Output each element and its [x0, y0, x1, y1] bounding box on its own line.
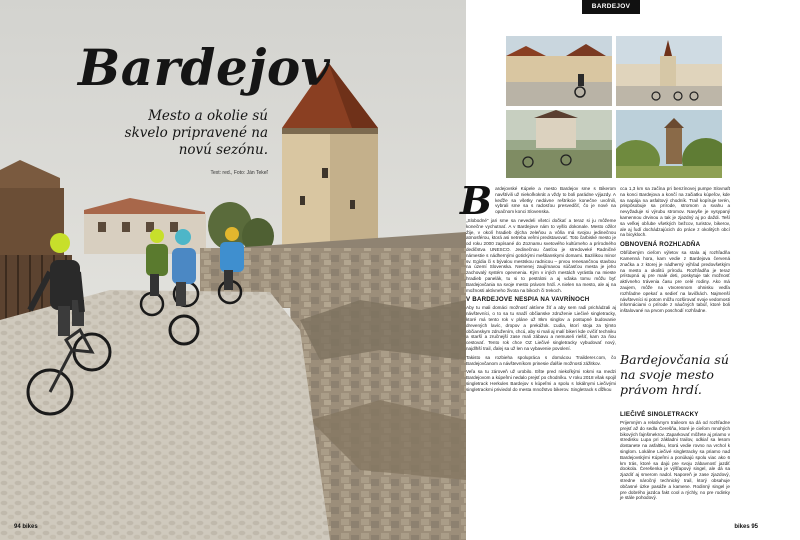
paragraph: Aby tu mali domáci možnosť aktívne žiť a aby sem radi prichádzali aj návštevníci, o to sa tu snaží občianske združenie Liečivé singletracky, ktoré má tento rok v pláne už 8km singlov a postupné budovanie drevených lavíc, dropov a prekážok. Ľudia, ktorí stoja za týmto občianskym združením, chcú, aby si mali aj malí bikeri kde cvičiť techniku a starší a zručnejší zase mali zábavu a nemuseli riešiť, kam za ňou cestovať. Tento rok chce OZ Liečivé singletracky vybudovať nový, najdlhší trail, ďalej sa už len na vybavenie povolení.: [466, 305, 616, 351]
photo-lookout-tower: [616, 110, 722, 178]
paragraph: „Slobodné“ jari sme sa nevedeli všetci dočkať a teraz si ju môžeme konečne vychutnať. A v Bardejove nám to vyšlo dokonale. Mesto ožilo! Žije, v okolí hradieb dýcha zeleňou a vôňa má svojou jedinečnou atmosférou, ktorá asi netreba veľmi predstavovať. Toto čarbiské mesto je od roku 2000 zapísané do Zoznamu svetového kultúrneho a prírodného dedičstva UNESCO. Jedinečnou časťou je stredoveké Radničné námestie s nádhernými gotickými meštianskymi domami. Bazilikou minor sv. Egídia či s bývalou mestskou radnicou – prvou renesančnou stavbou na území Slovenska. Nemenej zaujímavou súčasťou mesta je jeho zachovalý systém opevnenia. Kým v iných mestách vyrástla na mieste hradieb panelák, tu si to pestrátni a aj vďaka tomu môžu byť Bardejovčania na svoje mesto právom hrdí. A nielen na mesto, ale aj na možnosti aktívneho života na bikoch či trekoch.: [466, 217, 616, 293]
intro-paragraph: [460, 178, 616, 223]
heading-vavrinoch: V BARDEJOVE NESPIA NA VAVRÍNOCH: [466, 296, 590, 304]
heading-singletracky: LIEČIVÉ SINGLETRACKY: [620, 411, 699, 418]
page-number-right: bikes 95: [734, 524, 758, 530]
paragraph: Obľúbeným cieľom výletov sa stala aj rozhľadňa Kamenná hora, kam vedie z Bardejova červená značka a z ktorej je nádherný výhľad predovšetkým na mesto a okolitú prírodu. Rozhľadňa je teraz prístupná aj pre malé deti, poskytuje tak možnosť aktívneho trávenia času pre celé rodiny. Ako má zaujem, môže na vtvorennom ohnisku vedľa rozhľadne opekať a sedieť na lavičkách. Najmenší návštevníci si potom môžu rozširovať svoje vedomosti informáciami o prírode z náučných tabúľ, ktoré boli inštalované na prvom poschodí rozhľadne.: [620, 250, 730, 314]
paragraph: Veľa sa tu zároveň už urobilo. Ešte pred niekoľkými rokmi sa medzi Bardejovom a kúpeľmi nedalo prejsť po chodníku. V roku 2018 však spojil singletrack Herkules Bardejov s kúpeľmi a spolu s lokálnymi Liečivými singletrackmi priviedol do mesta množstvo bikerov. Singletrack s dĺžkou: [466, 369, 616, 392]
section-tab: BARDEJOV: [582, 0, 640, 14]
article-subtitle: Mesto a okolie sú skvelo pripravené na novú sezónu.: [124, 108, 268, 158]
pull-quote: Bardejovčania sú na svoje mesto právom hrdí.: [620, 352, 729, 397]
paragraph: Takisto sa rozbieha spolupráca s domácou Trailderer.com, čo Bardejovčanom a návštevníkom prinesie ďalšie možnosti zážitkov.: [466, 354, 616, 366]
article-column-1: [460, 178, 616, 396]
article-column-3: [620, 408, 730, 504]
paragraph: Prijemným a relatívnym traileom sa dá od rozhľadne prejsť až do sedla Čerešňa, ktoré je cieľom mnohých bikových fajnšmekrov. Zaparkovať môžete aj priamo v stredisku Lupa pri základni trailov, odkiaľ sa lesom dostanete na asfaltku, ktorá vedie rovno na vrchol k singlom. Lokálne Liečivé singletracky sa priamo nad Bardejovskými Kúpeľmi a ponúkajú spolu viac ako 6 km trás, ktoré sa dajú pre svoju zábavnosť jazdiť dookola. Čerešenka je výšľapový singel, ale dá sa zjazdiť aj smerom nadol. Naporeň je zase zjazdový, stredne náročný technický trail, ktorý obsahuje občasné úzke pasáže a kamene. Rodinný singel je pre dobrého jazdca fakt cool a rýchly, no pre rodinky je stále pohodový.: [620, 420, 730, 501]
page-number-left: 94 bikes: [14, 524, 38, 530]
paragraph: cca 1,3 km sa začína pri benzínovej pumpe Slovnaft na konci Bardejova a končí na začiatku kúpeľov, kde sa napája na asfaltový chodník. Trail kopíruje terén, prispôsobuje sa prírode, stromom a svahu a nevyžaduje si výrubu stromov. Navyše je vysypaný kamennou drvinou a tak je zjazdný aj po daždi. Teší sa veľkej obľube všetkých bežcov, turistov, bikerov, ale aj ľudí dochádzajúcich do práce z okolitých obcí na bicykloch.: [620, 186, 730, 238]
photo-town-square: [506, 36, 612, 106]
article-title: Bardejov: [78, 38, 331, 97]
right-page: [460, 0, 800, 540]
intro-text: ardejovské Kúpele a mesto Bardejov sme s Bikerom navštívili už niekoľkokrát a vždy to boli parádne výjazdy. A keďže sa všetky nedávne reštrikcie konečne uvoľnili, vybrali sme sa s radosťou presvedčiť, čo je nové na opačnom konci Slovenska.: [495, 186, 616, 215]
photo-credit: Text: red., Foto: Ján Tekeľ: [210, 170, 268, 176]
heading-rozhladna: OBNOVENÁ ROZHĽADŇA: [620, 241, 701, 249]
drop-cap: B: [460, 178, 493, 223]
photo-church-riders: [616, 36, 722, 106]
photo-forest-riders: [506, 110, 612, 178]
article-column-2: [620, 186, 730, 317]
